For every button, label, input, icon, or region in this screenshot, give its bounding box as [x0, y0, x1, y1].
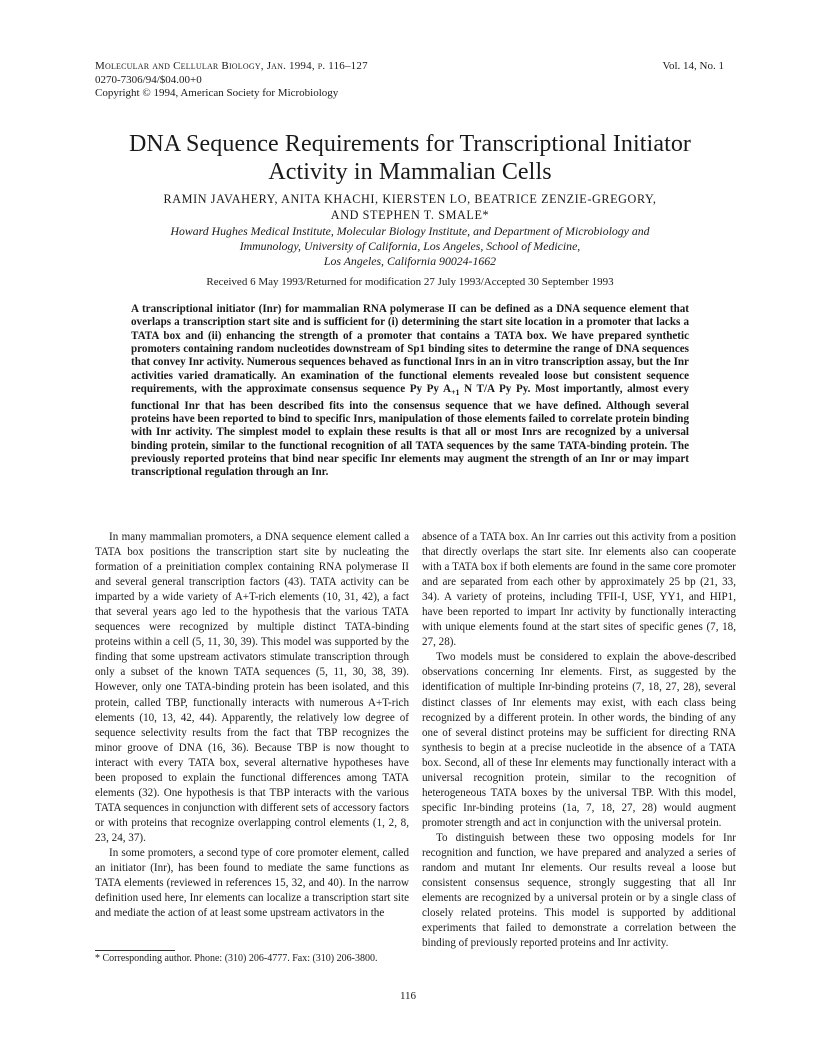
received-dates: Received 6 May 1993/Returned for modification 27 July 1993/Accepted 30 September 1993 — [206, 276, 614, 288]
issn-line: 0270-7306/94/$04.00+0 — [95, 73, 202, 86]
body-paragraph: In some promoters, a second type of core promoter element, called an initiator (Inr), has been found to mediate the same functions as TATA elements (reviewed in references 15, 32, and 40). In the narrow definition used here, Inr elements can localize a transcription start site and mediate the action of at least some upstream activators in the — [95, 846, 409, 920]
copyright-line: Copyright © 1994, American Society for Microbiology — [95, 87, 339, 99]
affiliation-line-3: Los Angeles, California 90024-1662 — [323, 254, 497, 268]
affiliation-line-2: Immunology, University of California, Los Angeles, School of Medicine, — [239, 239, 581, 253]
authors-line-1: RAMIN JAVAHERY, ANITA KHACHI, KIERSTEN LO, BEATRICE ZENZIE-GREGORY, — [163, 192, 657, 206]
volume-issue: Vol. 14, No. 1 — [662, 60, 724, 72]
footnote-rule — [95, 950, 175, 951]
title-line-2: Activity in Mammalian Cells — [268, 159, 552, 185]
affiliation — [110, 224, 710, 269]
page-number: 116 — [399, 990, 417, 1002]
title-line-1: DNA Sequence Requirements for Transcriptional Initiator — [128, 131, 692, 157]
body-paragraph: Two models must be considered to explain the above-described observations concerning Inr elements. First, as suggested by the identification of multiple Inr-binding proteins (7, 18, 27, 28), several distinct classes of Inr elements may exist, with each class being recognized by a different protein. In other words, the binding of any one of several distinct proteins may be sufficient for directing RNA synthesis to begin at a precise nucleotide in the absence of a TATA box. Second, all of these Inr elements may functionally interact with a universal recognition protein, similar to the recognition of heterogeneous TATA boxes by the universal TBP. With this model, specific Inr-binding proteins (1a, 7, 18, 27, 28) would augment promoter strength and act in conjunction with the universal protein. — [422, 651, 736, 829]
body-paragraph: In many mammalian promoters, a DNA sequence element called a TATA box positions the transcription start site by nucleating the formation of a preinitiation complex containing RNA polymerase II and several general transcription factors (43). TATA activity can be imparted by a wide variety of A+T-rich elements (10, 31, 42), a fact that several years ago led to the hypothesis that the various TATA sequences were recognized by multiple distinct TATA-binding proteins within a cell (5, 11, 30, 39). This model was supported by the finding that some upstream activators stimulate transcription through only a subset of the known TATA sequences (5, 11, 30, 38, 39). However, only one TATA-binding protein has been isolated, and this protein, called TBP, functionally interacts with numerous A+T-rich elements (10, 13, 42, 44). Apparently, the relatively low degree of sequence selectivity results from the fact that TBP recognizes the minor groove of DNA (16, 36). Because TBP is now thought to interact with every TATA box, several alternative hypotheses have been proposed to explain the functional differences among TATA elements (32). One hypothesis is that TBP interacts with the various TATA sequences in conjunction with different sets of accessory factors or with proteins that recognize overlapping control elements (1, 2, 8, 23, 24, 37). — [95, 531, 409, 844]
body-column-right — [422, 530, 736, 951]
journal-citation: Molecular and Cellular Biology, Jan. 1994, p. 116–127 — [95, 60, 368, 72]
running-header — [95, 60, 368, 101]
body-paragraph: To distinguish between these two opposing models for Inr recognition and function, we have prepared and analyzed a series of random and mutant Inr elements. Our results reveal a loose but consistent consensus sequence, strongly suggesting that all Inr elements are recognized by a universal protein or by a single class of closely related proteins. This model is supported by additional experiments that failed to demonstrate a correlation between the binding of previously reported proteins and Inr activity. — [422, 831, 736, 950]
abstract-text-2: N T/A Py Py. Most importantly, almost every functional Inr that has been described fits into the consensus sequence that we have defined. Although several proteins have been reported to bind to specific Inrs, manipulation of those elements failed to correlate protein binding with Inr activity. The simplest model to explain these results is that all or most Inrs are recognized by a universal binding protein, similar to the functional recognition of all TATA sequences by the same TATA-binding protein. The previously reported proteins that bind near specific Inr elements may augment the strength of an Inr or may impart transcriptional regulation through an Inr. — [131, 383, 690, 479]
article-title — [95, 130, 725, 186]
author-list — [95, 191, 725, 223]
body-column-left — [95, 530, 409, 921]
abstract-subscript: +1 — [450, 388, 460, 398]
corresponding-author-footnote: * Corresponding author. Phone: (310) 206-4777. Fax: (310) 206-3800. — [95, 953, 378, 964]
abstract — [131, 303, 689, 480]
authors-line-2: AND STEPHEN T. SMALE* — [330, 208, 490, 222]
abstract-text-1: A transcriptional initiator (Inr) for mammalian RNA polymerase II can be defined as a DNA sequence element that overlaps a transcription start site and is sufficient for (i) determining the start site location in a promoter that lacks a TATA box and (ii) enhancing the strength of a promoter that contains a TATA box. We have prepared synthetic promoters containing random nucleotides downstream of Sp1 binding sites to determine the range of DNA sequences that convey Inr activity. Numerous sequences behaved as functional Inrs in an in vitro transcription assay, but the Inr activities varied dramatically. An examination of the functional elements revealed loose but consistent sequence requirements, with the approximate consensus sequence Py Py A — [131, 303, 689, 396]
affiliation-line-1: Howard Hughes Medical Institute, Molecular Biology Institute, and Department of Microbiology and — [170, 224, 650, 238]
body-paragraph: absence of a TATA box. An Inr carries out this activity from a position that directly overlaps the start site. Inr elements also can cooperate with a TATA box if both elements are found in the same core promoter and are separated from each other by approximately 25 bp (21, 33, 34). A variety of proteins, including TFII-I, USF, YY1, and HIP1, have been reported to impart Inr activity by functionally interacting with unique elements found at the start sites of specific genes (7, 18, 27, 28). — [422, 531, 736, 649]
